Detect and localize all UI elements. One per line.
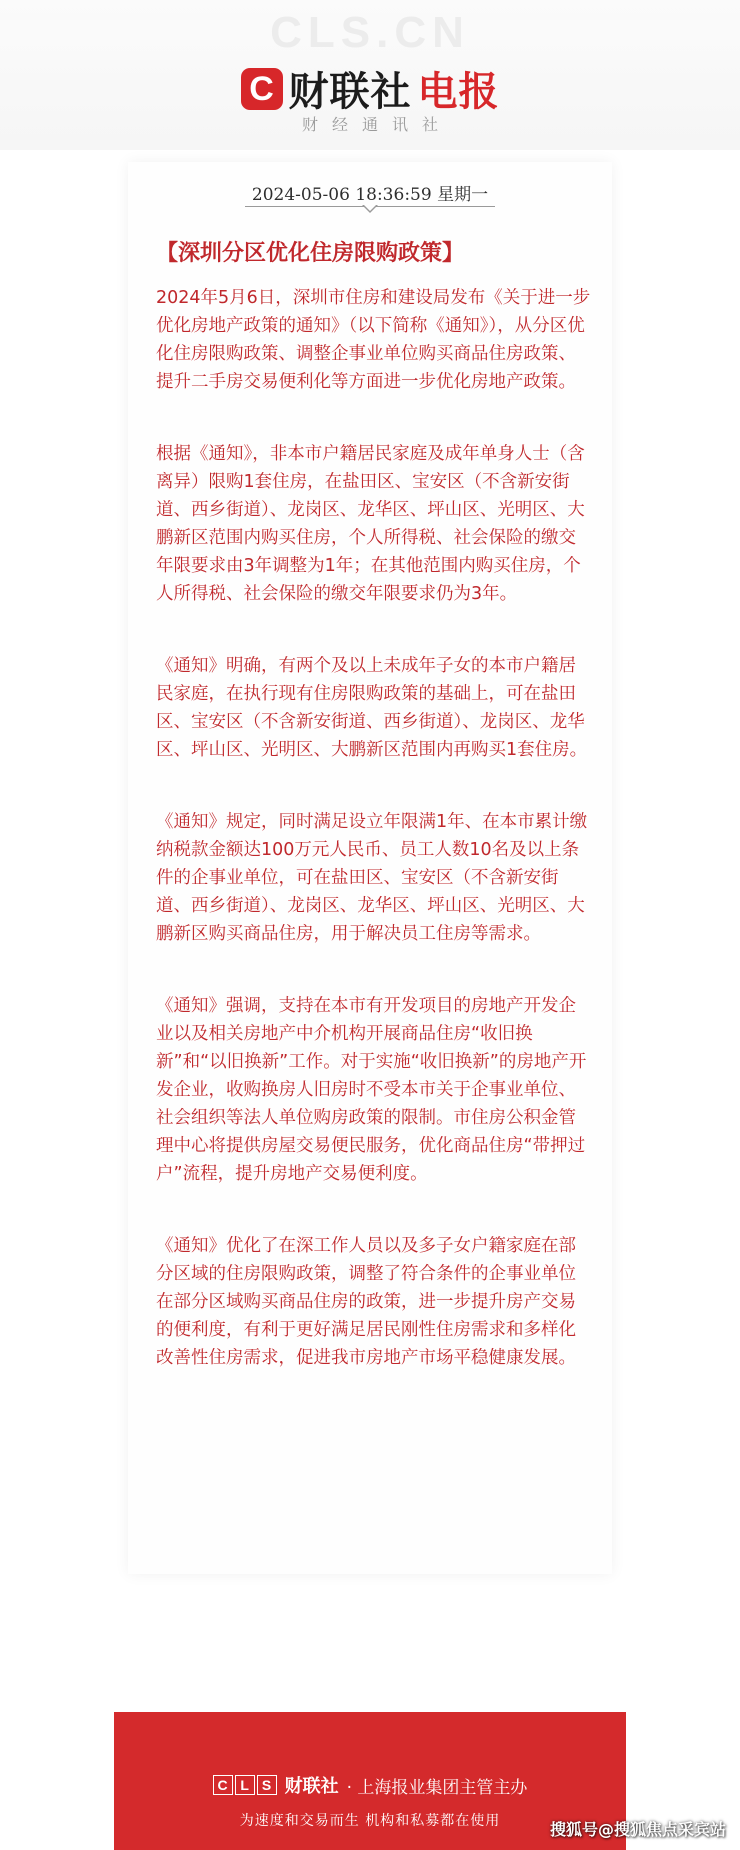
cls-letter: C	[213, 1775, 233, 1795]
footer-slogan: 为速度和交易而生 机构和私募都在使用	[239, 1813, 501, 1829]
logo-subtitle: 财经通讯社	[301, 115, 452, 134]
article-paragraph: 2024年5月6日，深圳市住房和建设局发布《关于进一步优化房地产政策的通知》（以下简称《通知》），从分区优化住房限购政策、调整企事业单位购买商品住房政策、提升二手房交易便利化等方面进一步优化房地产政策。	[156, 288, 591, 392]
footer-brand-line	[114, 1772, 626, 1798]
footer-sponsor-text: · 上海报业集团主管主办	[346, 1777, 528, 1798]
cls-letter: L	[235, 1775, 255, 1795]
logo-text-black: 财联社	[288, 69, 412, 115]
article-body	[156, 284, 592, 1416]
cls-letter: S	[257, 1775, 277, 1795]
article-headline: 【深圳分区优化住房限购政策】	[156, 241, 465, 266]
article-paragraph: 《通知》明确，有两个及以上未成年子女的本市户籍居民家庭，在执行现有住房限购政策的基础上，可在盐田区、宝安区（不含新安街道、西乡街道）、龙岗区、龙华区、坪山区、光明区、大鹏新区范围内再购买1套住房。	[156, 656, 588, 760]
article-paragraph: 根据《通知》，非本市户籍居民家庭及成年单身人士（含离异）限购1套住房，在盐田区、宝安区（不含新安街道、西乡街道）、龙岗区、龙华区、坪山区、光明区、大鹏新区范围内购买住房，个人所得税、社会保险的缴交年限要求由3年调整为1年；在其他范围内购买住房，个人所得税、社会保险的缴交年限要求仍为3年。	[156, 444, 585, 604]
cls-logo-icon	[213, 1775, 277, 1795]
date-pointer-inner	[364, 205, 376, 211]
footer-brand-name: 财联社	[284, 1776, 339, 1797]
cls-logo	[0, 60, 740, 117]
logo-text-red: 电报	[417, 69, 500, 115]
article-paragraph: 《通知》优化了在深工作人员以及多子女户籍家庭在部分区域的住房限购政策，调整了符合条件的企事业单位在部分区域购买商品住房的政策，进一步提升房产交易的便利度，有利于更好满足居民刚性住房需求和多样化改善性住房需求，促进我市房地产市场平稳健康发展。	[156, 1236, 576, 1368]
sohu-watermark: 搜狐号@搜狐焦点采宾站	[549, 1820, 726, 1839]
publish-date: 2024-05-06 18:36:59 星期一	[251, 185, 489, 205]
cls-watermark: CLS.CN	[270, 8, 470, 57]
logo-badge-icon: C	[241, 68, 283, 110]
article-paragraph: 《通知》规定，同时满足设立年限满1年、在本市累计缴纳税款金额达100万元人民币、员工人数10名及以上条件的企事业单位，可在盐田区、宝安区（不含新安街道、西乡街道）、龙岗区、龙华区、坪山区、光明区、大鹏新区购买商品住房，用于解决员工住房等需求。	[156, 812, 588, 944]
article-paragraph: 《通知》强调，支持在本市有开发项目的房地产开发企业以及相关房地产中介机构开展商品住房“收旧换新”和“以旧换新”工作。对于实施“收旧换新”的房地产开发企业，收购换房人旧房时不受本市关于企事业单位、社会组织等法人单位购房政策的限制。市住房公积金管理中心将提供房屋交易便民服务，优化商品住房“带押过户”流程，提升房地产交易便利度。	[156, 996, 587, 1184]
